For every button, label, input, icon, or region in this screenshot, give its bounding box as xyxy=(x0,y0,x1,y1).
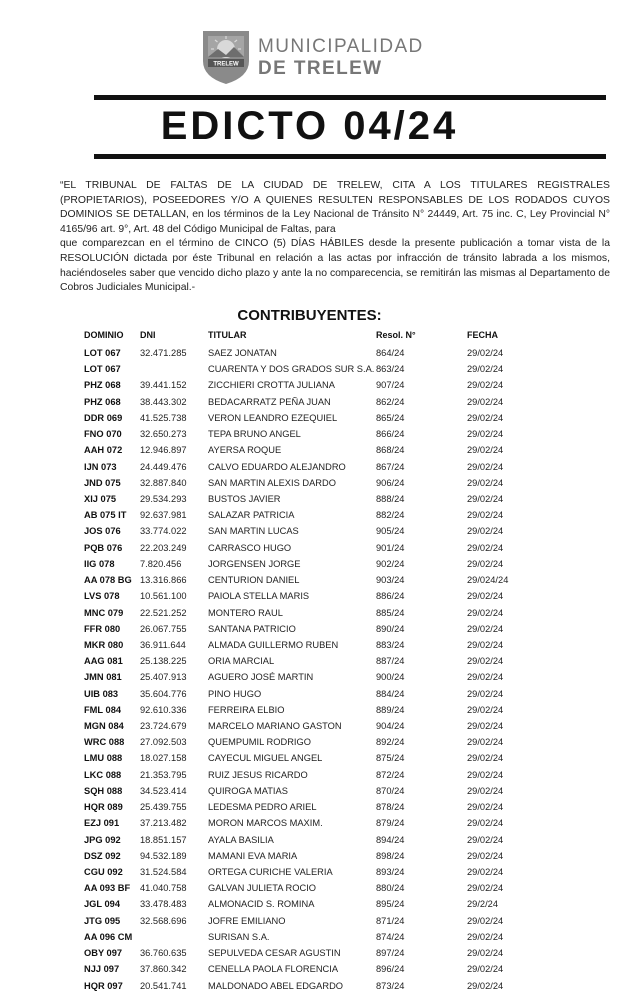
cell-resolucion: 900/24 xyxy=(376,672,405,683)
cell-titular: SANTANA PATRICIO xyxy=(208,623,296,634)
cell-dni: 29.534.293 xyxy=(140,493,187,504)
cell-fecha: 29/02/24 xyxy=(467,348,504,358)
cell-fecha: 29/02/24 xyxy=(467,591,504,602)
cell-dni: 36.911.644 xyxy=(140,639,186,650)
table-row xyxy=(0,961,619,977)
cell-titular: JORGENSEN JORGE xyxy=(208,558,301,569)
svg-text:TRELEW: TRELEW xyxy=(213,61,239,68)
cell-dominio: XIJ 075 xyxy=(84,493,117,504)
cell-titular: QUEMPUMIL RODRIGO xyxy=(208,737,311,748)
intro-paragraph-1: “EL TRIBUNAL DE FALTAS DE LA CIUDAD DE TRELEW, CITA A LOS TITULARES REGISTRALES (PROPIETARIOS), POSEEDORES Y/O A QUIENES RESULTEN RESPONSABLES DE LOS RODADOS CUYOS DOMINIOS SE DETALLAN, en los términos de la Ley Nacional de Tránsito N° 24449, Art. 75 inc. C, Ley Provincial N° 4165/96 art. 9°, Art. 48 del Código Municipal de Faltas, para xyxy=(60,180,610,235)
table-row xyxy=(0,799,619,815)
table-row xyxy=(0,913,619,929)
cell-dominio: JOS 076 xyxy=(84,526,121,537)
cell-titular: GALVAN JULIETA ROCIO xyxy=(208,883,316,894)
cell-resolucion: 868/24 xyxy=(376,445,405,456)
section-title: CONTRIBUYENTES: xyxy=(237,307,382,324)
table-row xyxy=(0,572,619,588)
cell-titular: BUSTOS JAVIER xyxy=(208,493,281,504)
cell-dominio: DSZ 092 xyxy=(84,850,121,861)
table-row xyxy=(0,832,619,848)
table-row xyxy=(0,523,619,539)
cell-dominio: PHZ 068 xyxy=(84,396,121,407)
cell-titular: SALAZAR PATRICIA xyxy=(208,510,295,521)
cell-dni: 33.774.022 xyxy=(140,526,187,537)
cell-resolucion: 866/24 xyxy=(376,429,405,440)
cell-dominio: AA 096 CM xyxy=(84,931,133,942)
cell-dominio: JPG 092 xyxy=(84,834,121,845)
cell-fecha: 29/02/24 xyxy=(467,396,504,407)
table-row xyxy=(0,864,619,880)
cell-dominio: JGL 094 xyxy=(84,899,121,910)
cell-titular: AYALA BASILIA xyxy=(208,834,274,845)
cell-titular: ALMONACID S. ROMINA xyxy=(208,899,315,910)
cell-fecha: 29/2/24 xyxy=(467,899,499,910)
cell-dni: 23.724.679 xyxy=(140,721,187,732)
cell-dominio: IIG 078 xyxy=(84,558,115,569)
table-row xyxy=(0,588,619,604)
cell-resolucion: 903/24 xyxy=(376,575,405,586)
cell-fecha: 29/02/24 xyxy=(467,542,504,553)
table-row xyxy=(0,459,619,475)
table-row xyxy=(0,718,619,734)
cell-dni: 22.521.252 xyxy=(140,607,187,618)
table-row xyxy=(0,540,619,556)
cell-titular: ALMADA GUILLERMO RUBEN xyxy=(208,639,339,650)
cell-resolucion: 905/24 xyxy=(376,526,405,537)
cell-dni: 35.604.776 xyxy=(140,688,187,699)
table-row xyxy=(0,377,619,393)
column-header-titular: TITULAR xyxy=(208,330,247,340)
cell-dni: 13.316.866 xyxy=(140,575,187,586)
cell-titular: VERON LEANDRO EZEQUIEL xyxy=(208,412,338,423)
cell-dominio: DDR 069 xyxy=(84,412,123,423)
cell-dni: 38.443.302 xyxy=(140,396,187,407)
cell-dni: 32.568.696 xyxy=(140,915,187,926)
cell-titular: ZICCHIERI CROTTA JULIANA xyxy=(208,380,335,391)
trelew-shield-logo-icon xyxy=(200,27,252,85)
cell-fecha: 29/02/24 xyxy=(467,477,504,488)
cell-fecha: 29/02/24 xyxy=(467,445,504,456)
cell-fecha: 29/02/24 xyxy=(467,850,504,861)
cell-dominio: LOT 067 xyxy=(84,348,121,358)
cell-resolucion: 886/24 xyxy=(376,591,405,602)
cell-dominio: SQH 088 xyxy=(84,785,123,796)
cell-resolucion: 884/24 xyxy=(376,688,405,699)
cell-resolucion: 867/24 xyxy=(376,461,405,472)
cell-dominio: IJN 073 xyxy=(84,461,117,472)
cell-titular: AYERSA ROQUE xyxy=(208,445,282,456)
cell-dni: 10.561.100 xyxy=(140,591,187,602)
cell-dominio: LKC 088 xyxy=(84,769,122,780)
cell-dominio: WRC 088 xyxy=(84,737,125,748)
cell-fecha: 29/02/24 xyxy=(467,461,504,472)
cell-titular: CAYECUL MIGUEL ANGEL xyxy=(208,753,323,764)
cell-fecha: 29/02/24 xyxy=(467,380,504,391)
cell-dominio: UIB 083 xyxy=(84,688,119,699)
table-row xyxy=(0,978,619,994)
cell-dni: 25.138.225 xyxy=(140,656,187,667)
cell-resolucion: 862/24 xyxy=(376,396,405,407)
cell-titular: CARRASCO HUGO xyxy=(208,542,292,553)
cell-dominio: AB 075 IT xyxy=(84,510,127,521)
cell-fecha: 29/02/24 xyxy=(467,656,504,667)
title-top-rule xyxy=(94,95,606,100)
cell-titular: ORTEGA CURICHE VALERIA xyxy=(208,867,333,877)
cell-resolucion: 889/24 xyxy=(376,704,405,715)
cell-dni: 22.203.249 xyxy=(140,542,187,553)
edict-title: EDICTO 04/24 xyxy=(160,104,459,148)
cell-resolucion: 902/24 xyxy=(376,558,405,569)
table-row xyxy=(0,880,619,896)
cell-dni: 25.407.913 xyxy=(140,672,187,683)
cell-fecha: 29/02/24 xyxy=(467,818,504,829)
table-row xyxy=(0,345,619,361)
cell-resolucion: 883/24 xyxy=(376,639,405,650)
cell-dominio: AAH 072 xyxy=(84,445,123,456)
municipality-name-line2: DE TRELEW xyxy=(258,58,383,79)
cell-fecha: 29/02/24 xyxy=(467,785,504,796)
cell-titular: MARCELO MARIANO GASTON xyxy=(208,721,342,732)
cell-titular: CENTURION DANIEL xyxy=(208,575,300,586)
table-row xyxy=(0,491,619,507)
cell-dominio: MNC 079 xyxy=(84,607,124,618)
cell-dni: 12.946.897 xyxy=(140,445,187,456)
cell-resolucion: 874/24 xyxy=(376,931,405,942)
cell-resolucion: 864/24 xyxy=(376,348,405,358)
cell-dominio: LMU 088 xyxy=(84,753,123,764)
cell-dominio: AAG 081 xyxy=(84,656,123,667)
table-row xyxy=(0,669,619,685)
cell-dni: 32.650.273 xyxy=(140,429,187,440)
cell-resolucion: 898/24 xyxy=(376,850,405,861)
cell-titular: CALVO EDUARDO ALEJANDRO xyxy=(208,461,346,472)
table-row xyxy=(0,361,619,377)
cell-titular: SAEZ JONATAN xyxy=(208,348,277,358)
cell-dominio: PHZ 068 xyxy=(84,380,121,391)
table-row xyxy=(0,507,619,523)
table-row xyxy=(0,896,619,912)
cell-resolucion: 879/24 xyxy=(376,818,405,829)
intro-paragraph-2: que comparezcan en el término de CINCO (5) DÍAS HÁBILES desde la presente publicación a tomar vista de la RESOLUCIÓN dictada por éste Tribunal en relación a las actas por infracción de tránsito labrada a los mismos, haciéndoseles saber que vencido dicho plazo y ante la no comparecencia, se remitirán las mismas al Departamento de Cobros Judiciales Municipal.- xyxy=(60,238,610,294)
cell-fecha: 29/02/24 xyxy=(467,737,504,748)
cell-titular: JOFRE EMILIANO xyxy=(208,915,286,926)
cell-titular: PAIOLA STELLA MARIS xyxy=(208,591,310,602)
cell-resolucion: 895/24 xyxy=(376,899,405,910)
cell-titular: ORIA MARCIAL xyxy=(208,656,275,667)
cell-fecha: 29/02/24 xyxy=(467,688,504,699)
cell-dni: 41.525.738 xyxy=(140,412,187,423)
cell-titular: SAN MARTIN LUCAS xyxy=(208,526,299,537)
cell-dni: 18.027.158 xyxy=(140,753,187,764)
cell-resolucion: 907/24 xyxy=(376,380,405,391)
cell-fecha: 29/02/24 xyxy=(467,672,504,683)
cell-dni: 34.523.414 xyxy=(140,785,187,796)
cell-resolucion: 894/24 xyxy=(376,834,405,845)
cell-titular: MAMANI EVA MARIA xyxy=(208,850,298,861)
table-row xyxy=(0,621,619,637)
cell-resolucion: 871/24 xyxy=(376,915,405,926)
table-row xyxy=(0,426,619,442)
cell-dni: 37.213.482 xyxy=(140,818,187,829)
cell-dni: 26.067.755 xyxy=(140,623,187,634)
cell-dni: 37.860.342 xyxy=(140,964,187,975)
cell-dni: 36.760.635 xyxy=(140,948,187,959)
cell-dominio: AA 093 BF xyxy=(84,883,131,894)
cell-titular: RUIZ JESUS RICARDO xyxy=(208,769,308,780)
cell-fecha: 29/02/24 xyxy=(467,623,504,634)
cell-titular: BEDACARRATZ PEÑA JUAN xyxy=(208,396,331,407)
table-row xyxy=(0,767,619,783)
cell-fecha: 29/02/24 xyxy=(467,510,504,521)
cell-dni: 41.040.758 xyxy=(140,883,187,894)
cell-fecha: 29/024/24 xyxy=(467,575,509,586)
cell-dominio: FNO 070 xyxy=(84,429,122,440)
table-row xyxy=(0,653,619,669)
column-header-resolucion: Resol. N° xyxy=(376,330,416,340)
cell-titular: SEPULVEDA CESAR AGUSTIN xyxy=(208,948,341,959)
cell-resolucion: 878/24 xyxy=(376,802,405,813)
cell-dni: 31.524.584 xyxy=(140,867,187,877)
table-row xyxy=(0,783,619,799)
cell-dni: 7.820.456 xyxy=(140,558,182,569)
cell-dni: 94.532.189 xyxy=(140,850,187,861)
table-row xyxy=(0,394,619,410)
cell-resolucion: 873/24 xyxy=(376,980,405,991)
cell-resolucion: 904/24 xyxy=(376,721,405,732)
cell-dominio: JMN 081 xyxy=(84,672,122,683)
cell-dominio: CGU 092 xyxy=(84,867,123,877)
cell-fecha: 29/02/24 xyxy=(467,769,504,780)
cell-fecha: 29/02/24 xyxy=(467,493,504,504)
table-row xyxy=(0,605,619,621)
cell-titular: MONTERO RAUL xyxy=(208,607,283,618)
cell-dominio: JND 075 xyxy=(84,477,121,488)
cell-titular: AGUERO JOSÉ MARTIN xyxy=(208,672,314,683)
cell-resolucion: 863/24 xyxy=(376,364,405,375)
cell-resolucion: 892/24 xyxy=(376,737,405,748)
cell-titular: MALDONADO ABEL EDGARDO xyxy=(208,980,344,991)
cell-fecha: 29/02/24 xyxy=(467,721,504,732)
cell-dni: 39.441.152 xyxy=(140,380,187,391)
column-header-fecha: FECHA xyxy=(467,330,498,340)
cell-resolucion: 901/24 xyxy=(376,542,405,553)
cell-titular: TEPA BRUNO ANGEL xyxy=(208,429,301,440)
table-row xyxy=(0,410,619,426)
table-row xyxy=(0,929,619,945)
contributors-table xyxy=(0,345,619,994)
table-row xyxy=(0,702,619,718)
cell-dominio: MKR 080 xyxy=(84,639,124,650)
cell-resolucion: 870/24 xyxy=(376,785,405,796)
cell-dominio: FML 084 xyxy=(84,704,122,715)
cell-titular: PINO HUGO xyxy=(208,688,262,699)
cell-resolucion: 872/24 xyxy=(376,769,405,780)
cell-dominio: AA 078 BG xyxy=(84,575,132,586)
table-row xyxy=(0,734,619,750)
cell-resolucion: 885/24 xyxy=(376,607,405,618)
cell-titular: QUIROGA MATIAS xyxy=(208,785,288,796)
cell-dni: 92.610.336 xyxy=(140,704,187,715)
cell-dominio: JTG 095 xyxy=(84,915,121,926)
cell-resolucion: 865/24 xyxy=(376,412,405,423)
cell-fecha: 29/02/24 xyxy=(467,429,504,440)
table-row xyxy=(0,848,619,864)
cell-fecha: 29/02/24 xyxy=(467,980,504,991)
cell-fecha: 29/02/24 xyxy=(467,964,504,975)
cell-dominio: LOT 067 xyxy=(84,364,121,375)
cell-fecha: 29/02/24 xyxy=(467,867,504,877)
edict-intro xyxy=(60,179,610,296)
cell-resolucion: 906/24 xyxy=(376,477,405,488)
cell-fecha: 29/02/24 xyxy=(467,802,504,813)
cell-resolucion: 875/24 xyxy=(376,753,405,764)
table-row xyxy=(0,556,619,572)
table-row xyxy=(0,686,619,702)
cell-dni: 27.092.503 xyxy=(140,737,187,748)
cell-fecha: 29/02/24 xyxy=(467,639,504,650)
cell-dominio: LVS 078 xyxy=(84,591,120,602)
cell-dominio: HQR 097 xyxy=(84,980,123,991)
cell-dominio: EZJ 091 xyxy=(84,818,120,829)
cell-fecha: 29/02/24 xyxy=(467,931,504,942)
table-row xyxy=(0,475,619,491)
cell-resolucion: 887/24 xyxy=(376,656,405,667)
cell-dni: 24.449.476 xyxy=(140,461,187,472)
cell-fecha: 29/02/24 xyxy=(467,948,504,959)
cell-titular: SURISAN S.A. xyxy=(208,931,270,942)
cell-resolucion: 888/24 xyxy=(376,493,405,504)
cell-fecha: 29/02/24 xyxy=(467,607,504,618)
table-row xyxy=(0,945,619,961)
cell-fecha: 29/02/24 xyxy=(467,753,504,764)
cell-dominio: HQR 089 xyxy=(84,802,123,813)
cell-fecha: 29/02/24 xyxy=(467,915,504,926)
cell-dni: 92.637.981 xyxy=(140,510,187,521)
cell-dominio: PQB 076 xyxy=(84,542,123,553)
cell-dni: 32.887.840 xyxy=(140,477,187,488)
cell-resolucion: 882/24 xyxy=(376,510,405,521)
cell-fecha: 29/02/24 xyxy=(467,364,504,375)
column-header-dominio: DOMINIO xyxy=(84,330,124,340)
cell-titular: FERREIRA ELBIO xyxy=(208,704,285,715)
cell-titular: CUARENTA Y DOS GRADOS SUR S.A. xyxy=(208,364,375,375)
cell-dni: 33.478.483 xyxy=(140,899,187,910)
cell-resolucion: 890/24 xyxy=(376,623,405,634)
column-header-dni: DNI xyxy=(140,330,156,340)
cell-resolucion: 880/24 xyxy=(376,883,405,894)
cell-dni: 18.851.157 xyxy=(140,834,187,845)
cell-titular: LEDESMA PEDRO ARIEL xyxy=(208,802,317,813)
cell-fecha: 29/02/24 xyxy=(467,834,504,845)
cell-fecha: 29/02/24 xyxy=(467,883,504,894)
cell-dominio: NJJ 097 xyxy=(84,964,120,975)
cell-titular: CENELLA PAOLA FLORENCIA xyxy=(208,964,339,975)
cell-dominio: OBY 097 xyxy=(84,948,123,959)
cell-dni: 25.439.755 xyxy=(140,802,187,813)
cell-titular: MORON MARCOS MAXIM. xyxy=(208,818,323,829)
cell-fecha: 29/02/24 xyxy=(467,526,504,537)
cell-fecha: 29/02/24 xyxy=(467,412,504,423)
table-row xyxy=(0,750,619,766)
cell-resolucion: 896/24 xyxy=(376,964,405,975)
cell-dni: 21.353.795 xyxy=(140,769,187,780)
cell-dni: 20.541.741 xyxy=(140,980,187,991)
cell-dominio: FFR 080 xyxy=(84,623,121,634)
table-row xyxy=(0,637,619,653)
cell-resolucion: 897/24 xyxy=(376,948,405,959)
table-row xyxy=(0,442,619,458)
title-bottom-rule xyxy=(94,154,606,159)
cell-titular: SAN MARTIN ALEXIS DARDO xyxy=(208,477,336,488)
cell-dominio: MGN 084 xyxy=(84,721,124,732)
cell-resolucion: 893/24 xyxy=(376,867,405,877)
cell-dni: 32.471.285 xyxy=(140,348,187,358)
cell-fecha: 29/02/24 xyxy=(467,558,504,569)
municipality-name-line1: MUNICIPALIDAD xyxy=(258,36,424,57)
table-row xyxy=(0,815,619,831)
cell-fecha: 29/02/24 xyxy=(467,704,504,715)
